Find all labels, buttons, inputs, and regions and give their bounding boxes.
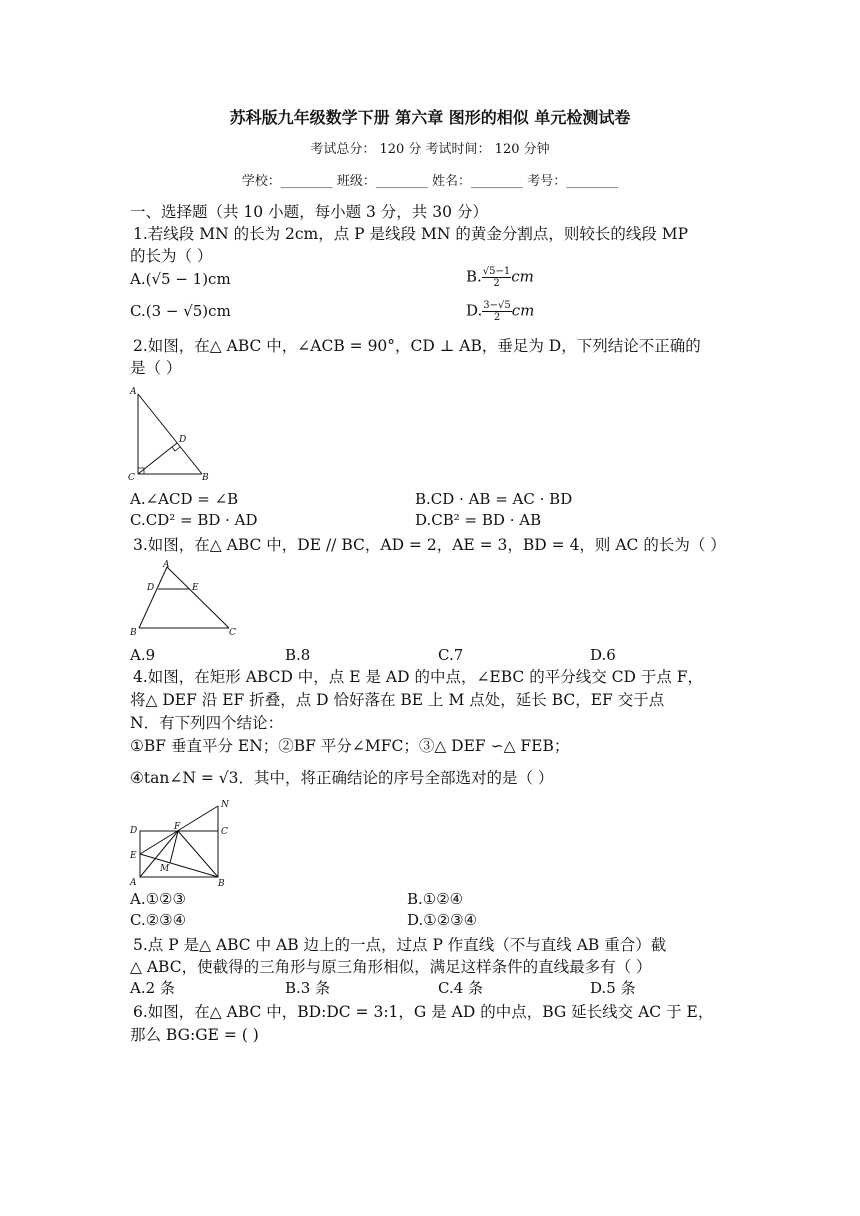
q4-stem-line2: 将△ DEF 沿 EF 折叠，点 D 恰好落在 BE 上 M 点处，延长 BC，EF 交于点 [130, 691, 665, 709]
q4-option-b: B.①②④ [407, 890, 464, 908]
q3-label-d: D [147, 583, 155, 593]
q2-label-a: A [130, 387, 137, 397]
q4-label-f: F [174, 822, 181, 832]
q1-stem-line2: 的长为（ ） [130, 247, 213, 265]
q4-figure [125, 796, 240, 888]
q1-option-b: B. $\frac{√5-1}{2}$ cm [466, 266, 534, 289]
q3-option-a: A.9 [130, 646, 156, 664]
q3-label-b: B [130, 628, 137, 638]
q3-figure [125, 558, 243, 640]
q2-label-c: C [128, 473, 135, 483]
q4-label-b: B [218, 879, 225, 888]
q4-label-a: A [130, 878, 137, 888]
q1-option-a: A.(√5 − 1)cm [130, 270, 231, 288]
q2-option-b: B.CD · AB = AC · BD [415, 490, 573, 508]
q5-stem-line2: △ ABC，使截得的三角形与原三角形相似，满足这样条件的直线最多有（ ） [130, 958, 652, 976]
q2-label-b: B [202, 473, 209, 483]
q4-option-a: A.①②③ [130, 890, 186, 908]
q3-label-e: E [192, 583, 199, 593]
q4-stem-line1: 4.如图，在矩形 ABCD 中，点 E 是 AD 的中点，∠EBC 的平分线交 CD 于点 F， [133, 668, 704, 686]
q2-stem-line2: 是（ ） [130, 359, 182, 377]
page-title: 苏科版九年级数学下册 第六章 图形的相似 单元检测试卷 [229, 108, 631, 127]
q2-option-c: C.CD² = BD · AD [130, 511, 258, 529]
q3-stem-line1: 3.如图，在△ ABC 中，DE // BC，AD = 2，AE = 3，BD = 4，则 AC 的长为（ ） [133, 536, 726, 554]
q2-label-d: D [179, 435, 187, 445]
q4-option-d: D.①②③④ [407, 911, 478, 929]
q2-figure [125, 382, 220, 484]
q4-stem-line4: ①BF 垂直平分 EN；②BF 平分∠MFC；③△ DEF ∽△ FEB； [130, 737, 570, 755]
q3-label-a: A [163, 560, 170, 570]
q6-stem-line1: 6.如图，在△ ABC 中，BD:DC = 3:1，G 是 AD 的中点，BG 延长线交 AC 于 E， [133, 1003, 714, 1021]
q4-label-e: E [130, 851, 137, 861]
q1-stem-line1: 1.若线段 MN 的长为 2cm，点 P 是线段 MN 的黄金分割点，则较长的线段 MP [133, 225, 689, 243]
q1-option-d: D. $\frac{3-√5}{2}$ cm [466, 300, 535, 323]
section-heading: 一、选择题（共 10 小题，每小题 3 分，共 30 分） [130, 203, 488, 221]
q6-stem-line2: 那么 BG:GE = ( ) [130, 1026, 259, 1044]
q5-option-c: C.4 条 [438, 979, 484, 997]
q3-label-c: C [229, 628, 236, 638]
q2-option-a: A.∠ACD = ∠B [130, 490, 239, 508]
q5-option-b: B.3 条 [285, 979, 331, 997]
q5-option-a: A.2 条 [130, 979, 175, 997]
q4-label-n: N [221, 800, 229, 810]
q4-label-c: C [221, 827, 228, 837]
exam-info: 考试总分： 120 分 考试时间： 120 分钟 [310, 142, 550, 157]
student-fields: 学校：________ 班级：________ 姓名：________ 考号：________ [241, 174, 619, 189]
q1-option-c: C.(3 − √5)cm [130, 302, 231, 320]
q3-option-d: D.6 [590, 646, 616, 664]
q5-stem-line1: 5.点 P 是△ ABC 中 AB 边上的一点，过点 P 作直线（不与直线 AB 重合）截 [133, 936, 667, 954]
q3-option-b: B.8 [285, 646, 311, 664]
q4-stem-line5: ④tan∠N = √3．其中，将正确结论的序号全部选对的是（ ） [130, 769, 554, 787]
q5-option-d: D.5 条 [590, 979, 636, 997]
q2-stem-line1: 2.如图，在△ ABC 中，∠ACB = 90°，CD ⊥ AB，垂足为 D，下列结论不正确的 [133, 337, 701, 355]
q2-option-d: D.CB² = BD · AB [415, 511, 542, 529]
q4-label-m: M [160, 864, 170, 874]
q4-label-d: D [130, 826, 138, 836]
q4-option-c: C.②③④ [130, 911, 187, 929]
q3-option-c: C.7 [438, 646, 464, 664]
q4-stem-line3: N．有下列四个结论： [130, 714, 284, 732]
